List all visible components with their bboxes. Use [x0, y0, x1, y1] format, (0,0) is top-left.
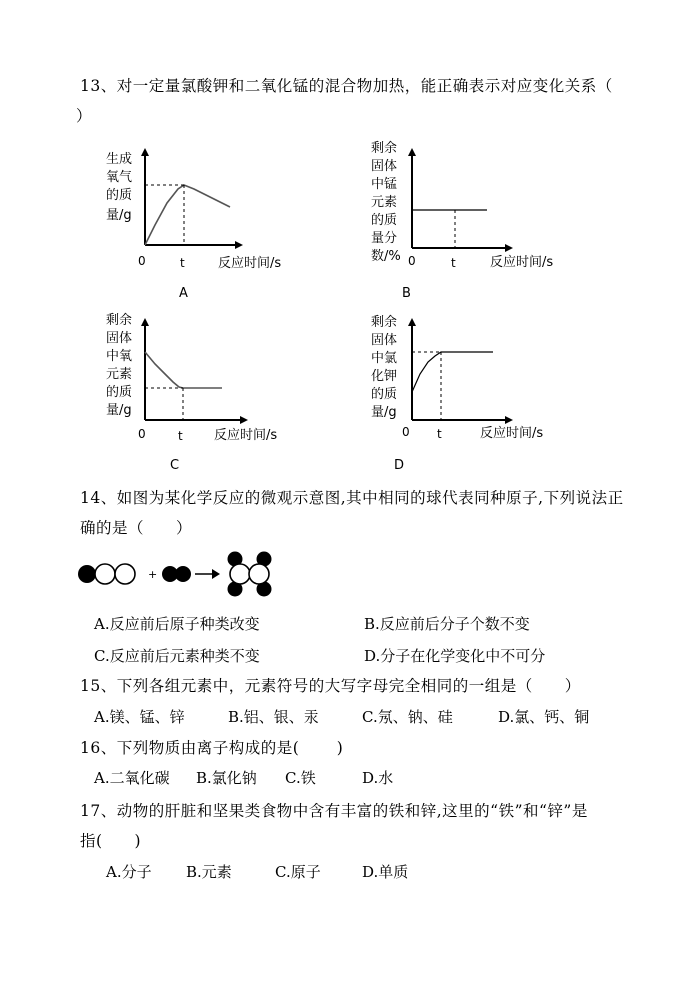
graph-d-ylabel-line: 固体: [371, 333, 398, 348]
graph-d-ylabel-line: 剩余: [371, 315, 398, 330]
graph-d: [365, 312, 575, 475]
graph-a-origin: 0: [138, 254, 146, 268]
q14-option-a: A.反应前后原子种类改变: [94, 615, 260, 633]
graph-c-letter: C: [170, 458, 180, 473]
graph-b-ylabel-line: 的质: [371, 213, 398, 228]
q15-option-a: A.镁、锰、锌: [94, 708, 185, 726]
graph-a-ylabel: [106, 151, 132, 223]
q16-stem: 16、下列物质由离子构成的是( ): [80, 739, 344, 757]
graph-c-x-arrow: [240, 416, 248, 424]
graph-a-y-arrow: [141, 148, 149, 156]
product-molecule: [228, 552, 272, 597]
graph-b-ylabel-line: 固体: [371, 159, 398, 174]
graph-b-ylabel-line: 数/%: [371, 249, 401, 264]
graph-c-ylabel-line: 固体: [106, 331, 133, 346]
q13-stem-line1: 13、对一定量氯酸钾和二氧化锰的混合物加热，能正确表示对应变化关系（: [80, 77, 613, 95]
graph-b-letter: B: [402, 286, 411, 301]
white-atom: [95, 564, 115, 584]
graph-d-xlabel: 反应时间/s: [480, 426, 544, 441]
q14-option-b: B.反应前后分子个数不变: [364, 615, 530, 633]
q15-option-b: B.铝、银、汞: [228, 708, 319, 726]
graph-d-letter: D: [394, 458, 405, 473]
graph-b-ylabel-line: 剩余: [371, 141, 398, 156]
graph-c-ylabel-line: 的质: [106, 385, 133, 400]
black-atom: [78, 565, 96, 583]
q14-option-d: D.分子在化学变化中不可分: [364, 647, 546, 665]
q17-option-d: D.单质: [362, 863, 409, 881]
reactant-molecule-2: [162, 566, 191, 582]
graph-d-ylabel: [371, 315, 397, 420]
graph-a: [100, 145, 310, 305]
graph-b: [365, 140, 575, 305]
graph-d-origin: 0: [402, 425, 410, 439]
q17-option-c: C.原子: [275, 863, 321, 881]
graph-b-t-label: t: [451, 256, 456, 270]
graph-c-ylabel-line: 中氧: [106, 349, 133, 364]
reactant-molecule-1: [78, 564, 135, 584]
graph-a-ylabel-line: 氧气: [106, 170, 133, 185]
graph-a-x-arrow: [235, 241, 243, 249]
graph-d-ylabel-line: 的质: [371, 387, 398, 402]
white-atom: [249, 564, 269, 584]
graph-a-curve: [145, 185, 230, 245]
graph-c-ylabel: [106, 313, 132, 418]
q16-option-c: C.铁: [285, 769, 316, 787]
graph-d-t-label: t: [437, 427, 442, 441]
graph-a-letter: A: [179, 286, 188, 301]
q14-stem-line2: 确的是（ ）: [80, 519, 193, 537]
graph-a-t-label: t: [180, 256, 185, 270]
graph-d-y-arrow: [408, 318, 416, 326]
q15-option-d: D.氯、钙、铜: [498, 708, 590, 726]
graph-a-ylabel-line: 生成: [106, 152, 133, 167]
graph-c: [100, 310, 310, 475]
graph-c-t-label: t: [178, 429, 183, 443]
q17-stem-line1: 17、动物的肝脏和坚果类食物中含有丰富的铁和锌,这里的“铁”和“锌”是: [80, 802, 588, 820]
graph-b-y-arrow: [408, 148, 416, 156]
graph-d-curve: [412, 352, 493, 392]
graph-b-ylabel: [371, 141, 401, 264]
graph-d-ylabel-line: 中氯: [371, 351, 398, 366]
q14-option-c: C.反应前后元素种类不变: [94, 647, 260, 665]
graph-c-ylabel-line: 元素: [106, 367, 133, 382]
graph-a-ylabel-line: 量/g: [106, 208, 132, 223]
q16-option-b: B.氯化钠: [196, 769, 257, 787]
graph-c-ylabel-line: 量/g: [106, 403, 132, 418]
graph-b-x-arrow: [505, 244, 513, 252]
q16-option-d: D.水: [362, 769, 394, 787]
white-atom: [115, 564, 135, 584]
q17-stem-line2: 指( ): [80, 832, 142, 850]
graph-b-ylabel-line: 量分: [371, 231, 398, 246]
q15-stem: 15、下列各组元素中，元素符号的大写字母完全相同的一组是（ ）: [80, 677, 581, 695]
q16-option-a: A.二氧化碳: [94, 769, 170, 787]
q15-option-c: C.氖、钠、硅: [362, 708, 453, 726]
white-atom: [230, 564, 250, 584]
graph-a-ylabel-line: 的质: [106, 188, 133, 203]
graph-d-x-arrow: [505, 416, 513, 424]
q17-option-a: A.分子: [106, 863, 152, 881]
graph-c-origin: 0: [138, 427, 146, 441]
black-atom: [175, 566, 191, 582]
reaction-arrow-icon: [195, 569, 220, 579]
graph-a-xlabel: 反应时间/s: [218, 256, 282, 271]
graph-b-origin: 0: [408, 254, 416, 268]
graph-c-ylabel-line: 剩余: [106, 313, 133, 328]
q14-stem-line1: 14、如图为某化学反应的微观示意图,其中相同的球代表同种原子,下列说法正: [80, 489, 624, 507]
graph-b-xlabel: 反应时间/s: [490, 255, 554, 270]
graph-c-xlabel: 反应时间/s: [214, 428, 278, 443]
graph-c-curve: [145, 352, 222, 388]
q13-stem-line2: ）: [76, 107, 93, 125]
graph-b-ylabel-line: 元素: [371, 195, 398, 210]
reaction-diagram: [72, 550, 282, 598]
graph-c-y-arrow: [141, 318, 149, 326]
graph-d-ylabel-line: 化钾: [371, 369, 398, 384]
plus-sign: +: [148, 568, 158, 581]
q17-option-b: B.元素: [186, 863, 232, 881]
graph-b-ylabel-line: 中锰: [371, 177, 398, 192]
graph-d-ylabel-line: 量/g: [371, 405, 397, 420]
